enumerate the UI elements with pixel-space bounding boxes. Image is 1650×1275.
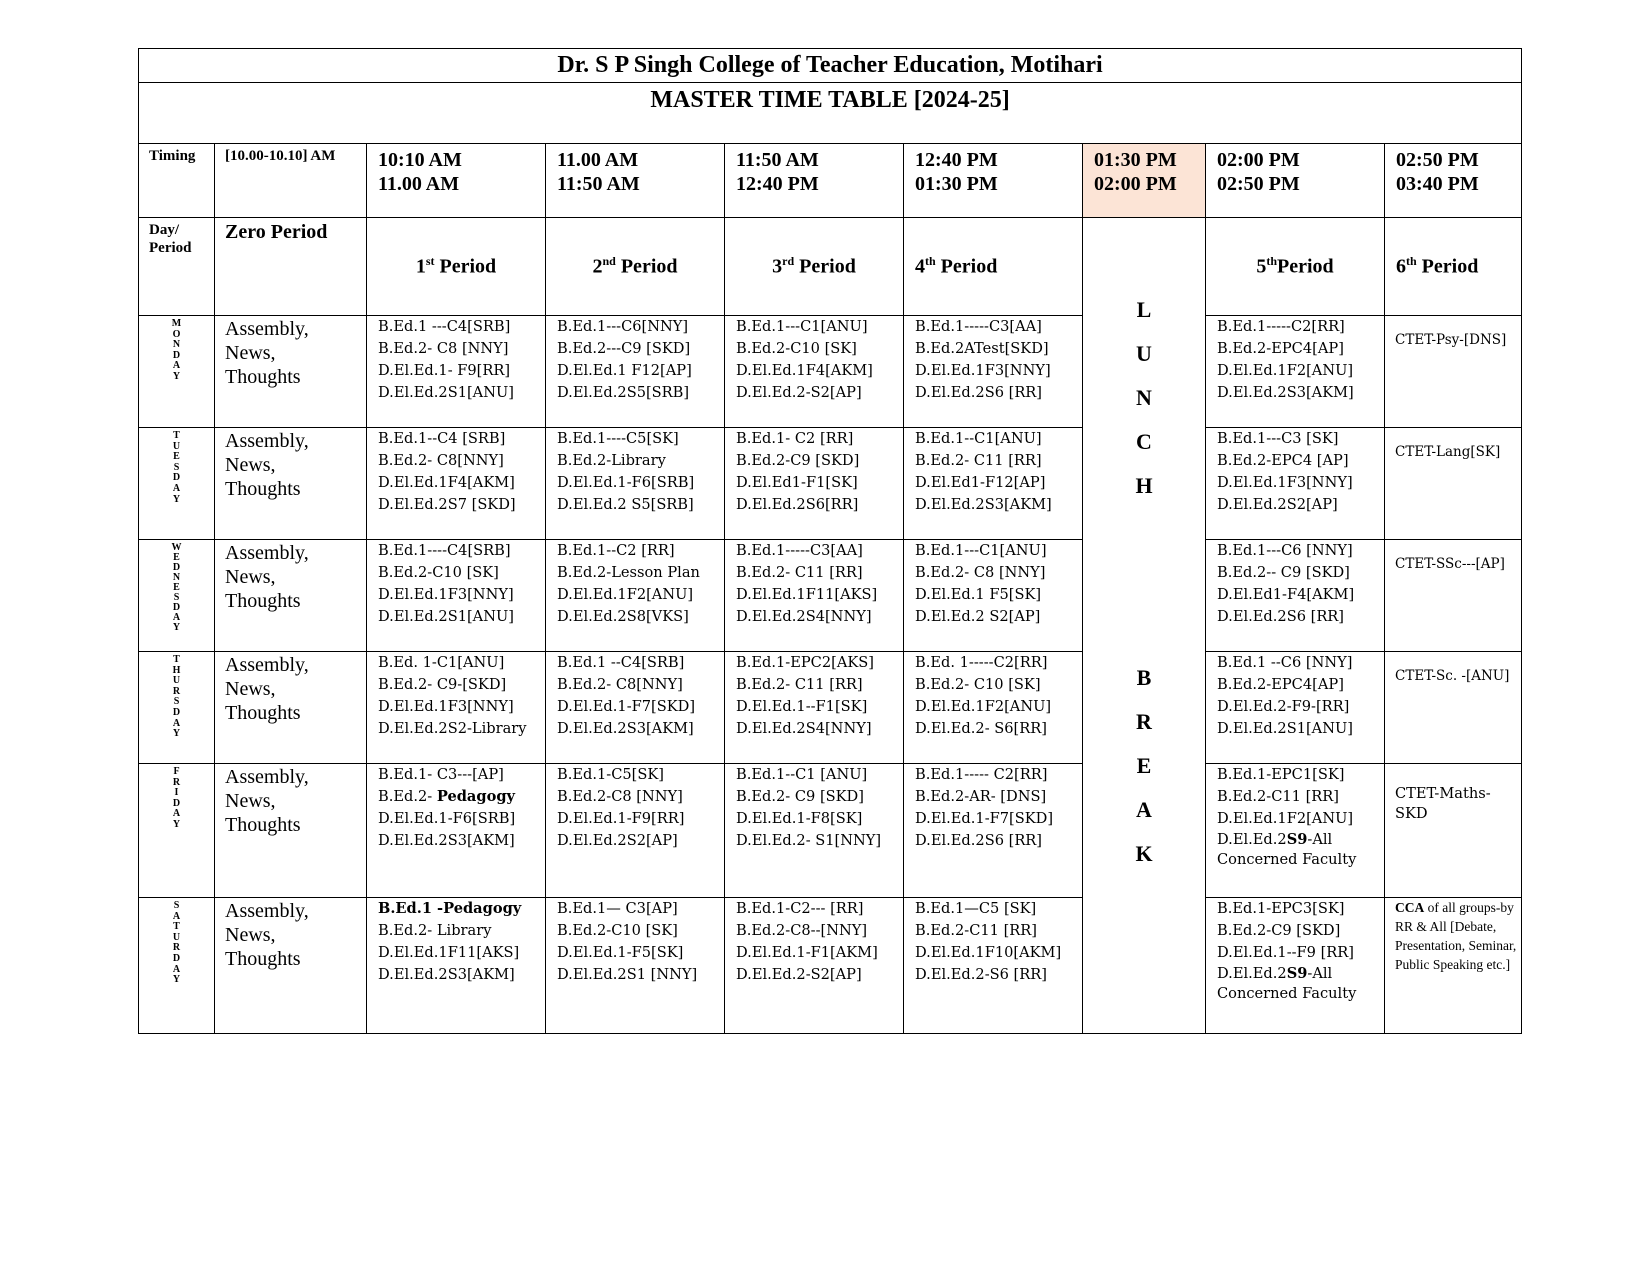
period-cell: B.Ed.1 --C6 [NNY] B.Ed.2-EPC4[AP] D.El.Ed.2-F9-[RR] D.El.Ed.2S1[ANU] [1206, 652, 1385, 764]
period-cell: B.Ed.1----C4[SRB] B.Ed.2-C10 [SK] D.El.Ed.1F3[NNY] D.El.Ed.2S1[ANU] [367, 540, 546, 652]
title-row [139, 83, 1522, 144]
period-cell: B.Ed.1--C2 [RR] B.Ed.2-Lesson Plan D.El.Ed.1F2[ANU] D.El.Ed.2S8[VKS] [546, 540, 725, 652]
period-cell: B.Ed.1-EPC3[SK] B.Ed.2-C9 [SKD] D.El.Ed.1--F9 [RR] D.El.Ed.2S9-All Concerned Faculty [1206, 898, 1385, 1034]
timetable-sheet [138, 48, 1521, 1034]
table-row [139, 652, 1522, 764]
day-saturday: S A T U R D A Y [139, 898, 215, 1034]
day-tuesday: T U E S D A Y [139, 428, 215, 540]
ctet-cell: CTET-SSc---[AP] [1385, 540, 1522, 652]
period-header-row [139, 218, 1522, 316]
period-cell: B.Ed.1-EPC1[SK] B.Ed.2-C11 [RR] D.El.Ed.1F2[ANU] D.El.Ed.2S9-All Concerned Faculty [1206, 764, 1385, 898]
timetable-title: MASTER TIME TABLE [2024-25] [139, 83, 1522, 144]
table-row [139, 316, 1522, 428]
ctet-cell: CTET-Sc. -[ANU] [1385, 652, 1522, 764]
period-4-label: 4th Period [904, 218, 1083, 316]
table-row [139, 540, 1522, 652]
zero-period-cell: Assembly, News, Thoughts [215, 652, 367, 764]
break-word: B R E A K [1135, 665, 1153, 866]
timing-label: Timing [139, 144, 215, 218]
ctet-cell: CTET-Psy-[DNS] [1385, 316, 1522, 428]
slot-4-time: 12:40 PM 01:30 PM [904, 144, 1083, 218]
period-cell: B.Ed.1- C2 [RR] B.Ed.2-C9 [SKD] D.El.Ed1-F1[SK] D.El.Ed.2S6[RR] [725, 428, 904, 540]
table-row [139, 428, 1522, 540]
period-6-label: 6th Period [1385, 218, 1522, 316]
zero-period-timing: [10.00-10.10] AM [215, 144, 367, 218]
table-row [139, 764, 1522, 898]
lunch-word: L U N C H [1135, 297, 1153, 498]
slot-1-time: 10:10 AM 11.00 AM [367, 144, 546, 218]
period-cell: B.Ed.1----C5[SK] B.Ed.2-Library D.El.Ed.1-F6[SRB] D.El.Ed.2 S5[SRB] [546, 428, 725, 540]
period-cell: B.Ed.1-----C3[AA] B.Ed.2- C11 [RR] D.El.Ed.1F11[AKS] D.El.Ed.2S4[NNY] [725, 540, 904, 652]
ctet-cell: CTET-Maths-SKD [1385, 764, 1522, 898]
period-5-label: 5thPeriod [1206, 218, 1385, 316]
lunch-break-column [1083, 218, 1206, 1034]
zero-period-cell: Assembly, News, Thoughts [215, 540, 367, 652]
period-cell: B.Ed.1---C1[ANU] B.Ed.2- C8 [NNY] D.El.Ed.1 F5[SK] D.El.Ed.2 S2[AP] [904, 540, 1083, 652]
day-monday: M O N D A Y [139, 316, 215, 428]
period-cell: B.Ed.1—C5 [SK] B.Ed.2-C11 [RR] D.El.Ed.1F10[AKM] D.El.Ed.2-S6 [RR] [904, 898, 1083, 1034]
period-cell: B.Ed.1-----C3[AA] B.Ed.2ATest[SKD] D.El.Ed.1F3[NNY] D.El.Ed.2S6 [RR] [904, 316, 1083, 428]
college-row [139, 49, 1522, 83]
period-cell: B.Ed.1 ---C4[SRB] B.Ed.2- C8 [NNY] D.El.Ed.1- F9[RR] D.El.Ed.2S1[ANU] [367, 316, 546, 428]
period-cell: B.Ed.1--C1 [ANU] B.Ed.2- C9 [SKD] D.El.Ed.1-F8[SK] D.El.Ed.2- S1[NNY] [725, 764, 904, 898]
college-name: Dr. S P Singh College of Teacher Education, Motihari [139, 49, 1522, 83]
slot-3-time: 11:50 AM 12:40 PM [725, 144, 904, 218]
period-cell: B.Ed.1----- C2[RR] B.Ed.2-AR- [DNS] D.El.Ed.1-F7[SKD] D.El.Ed.2S6 [RR] [904, 764, 1083, 898]
period-cell: B.Ed.1---C6[NNY] B.Ed.2---C9 [SKD] D.El.Ed.1 F12[AP] D.El.Ed.2S5[SRB] [546, 316, 725, 428]
period-cell: B.Ed.1— C3[AP] B.Ed.2-C10 [SK] D.El.Ed.1-F5[SK] D.El.Ed.2S1 [NNY] [546, 898, 725, 1034]
zero-period-cell: Assembly, News, Thoughts [215, 316, 367, 428]
period-cell: B.Ed.1-C5[SK] B.Ed.2-C8 [NNY] D.El.Ed.1-F9[RR] D.El.Ed.2S2[AP] [546, 764, 725, 898]
ctet-cell: CTET-Lang[SK] [1385, 428, 1522, 540]
table-row [139, 898, 1522, 1034]
day-friday: F R I D A Y [139, 764, 215, 898]
period-cell: B.Ed.1---C1[ANU] B.Ed.2-C10 [SK] D.El.Ed.1F4[AKM] D.El.Ed.2-S2[AP] [725, 316, 904, 428]
master-timetable [138, 48, 1522, 1034]
period-1-label: 1st Period [367, 218, 546, 316]
slot-2-time: 11.00 AM 11:50 AM [546, 144, 725, 218]
cca-cell: CCA of all groups-by RR & All [Debate, Presentation, Seminar, Public Speaking etc.] [1385, 898, 1522, 1034]
day-thursday: T H U R S D A Y [139, 652, 215, 764]
timing-row [139, 144, 1522, 218]
period-cell: B.Ed. 1-C1[ANU] B.Ed.2- C9-[SKD] D.El.Ed.1F3[NNY] D.El.Ed.2S2-Library [367, 652, 546, 764]
slot-6-time: 02:50 PM 03:40 PM [1385, 144, 1522, 218]
period-cell: B.Ed.1-----C2[RR] B.Ed.2-EPC4[AP] D.El.Ed.1F2[ANU] D.El.Ed.2S3[AKM] [1206, 316, 1385, 428]
period-3-label: 3rd Period [725, 218, 904, 316]
period-cell: B.Ed.1---C6 [NNY] B.Ed.2-- C9 [SKD] D.El.Ed1-F4[AKM] D.El.Ed.2S6 [RR] [1206, 540, 1385, 652]
zero-period-cell: Assembly, News, Thoughts [215, 764, 367, 898]
period-cell: B.Ed.1 -Pedagogy B.Ed.2- Library D.El.Ed.1F11[AKS] D.El.Ed.2S3[AKM] [367, 898, 546, 1034]
period-cell: B.Ed.1 --C4[SRB] B.Ed.2- C8[NNY] D.El.Ed.1-F7[SKD] D.El.Ed.2S3[AKM] [546, 652, 725, 764]
zero-period-cell: Assembly, News, Thoughts [215, 428, 367, 540]
period-cell: B.Ed.1---C3 [SK] B.Ed.2-EPC4 [AP] D.El.Ed.1F3[NNY] D.El.Ed.2S2[AP] [1206, 428, 1385, 540]
slot-5-time: 02:00 PM 02:50 PM [1206, 144, 1385, 218]
day-wednesday: W E D N E S D A Y [139, 540, 215, 652]
period-cell: B.Ed.1--C4 [SRB] B.Ed.2- C8[NNY] D.El.Ed.1F4[AKM] D.El.Ed.2S7 [SKD] [367, 428, 546, 540]
lunch-time: 01:30 PM 02:00 PM [1083, 144, 1206, 218]
period-cell: B.Ed.1-EPC2[AKS] B.Ed.2- C11 [RR] D.El.Ed.1--F1[SK] D.El.Ed.2S4[NNY] [725, 652, 904, 764]
period-cell: B.Ed.1- C3---[AP] B.Ed.2- Pedagogy D.El.Ed.1-F6[SRB] D.El.Ed.2S3[AKM] [367, 764, 546, 898]
period-cell: B.Ed.1--C1[ANU] B.Ed.2- C11 [RR] D.El.Ed1-F12[AP] D.El.Ed.2S3[AKM] [904, 428, 1083, 540]
zero-period-label: Zero Period [215, 218, 367, 316]
period-cell: B.Ed. 1-----C2[RR] B.Ed.2- C10 [SK] D.El.Ed.1F2[ANU] D.El.Ed.2- S6[RR] [904, 652, 1083, 764]
period-cell: B.Ed.1-C2--- [RR] B.Ed.2-C8--[NNY] D.El.Ed.1-F1[AKM] D.El.Ed.2-S2[AP] [725, 898, 904, 1034]
zero-period-cell: Assembly, News, Thoughts [215, 898, 367, 1034]
period-2-label: 2nd Period [546, 218, 725, 316]
day-period-label: Day/ Period [139, 218, 215, 316]
